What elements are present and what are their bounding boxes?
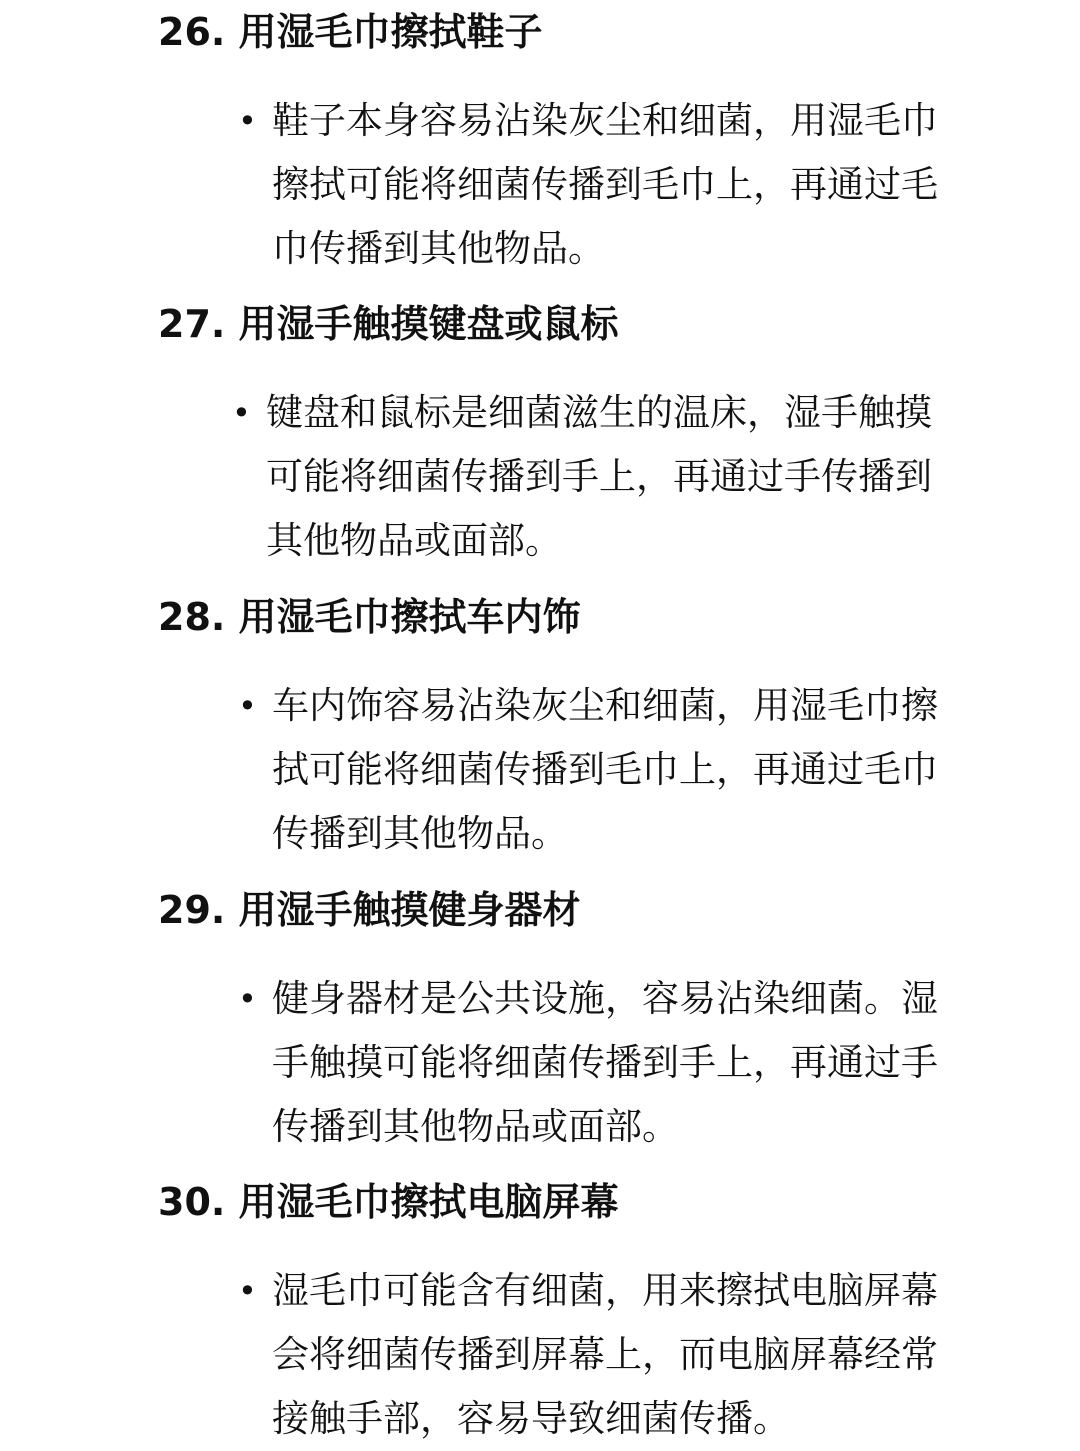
item-heading: 27. 用湿手触摸键盘或鼠标	[158, 302, 619, 346]
bullet-text-line: 巾传播到其他物品。	[272, 227, 605, 270]
bullet-point	[232, 381, 1032, 573]
bullet-text-line: 传播到其他物品或面部。	[272, 1105, 679, 1148]
bullet-text-line: 接触手部，容易导致细菌传播。	[272, 1397, 790, 1440]
bullet-list	[238, 1259, 1038, 1451]
bullet-text-line: 可能将细菌传播到手上，再通过手传播到	[266, 455, 932, 498]
bullet-text-line: 传播到其他物品。	[272, 812, 568, 855]
bullet-point	[238, 674, 1038, 866]
bullet-list	[238, 89, 1038, 281]
item-heading: 28. 用湿毛巾擦拭车内饰	[158, 595, 581, 639]
bullet-dot-icon: •	[238, 687, 257, 725]
item-heading: 26. 用湿毛巾擦拭鞋子	[158, 10, 543, 54]
bullet-text-line: 鞋子本身容易沾染灰尘和细菌，用湿毛巾	[272, 99, 938, 142]
bullet-list	[238, 674, 1038, 866]
bullet-text-line: 拭可能将细菌传播到毛巾上，再通过毛巾	[272, 748, 938, 791]
bullet-text-line: 健身器材是公共设施，容易沾染细菌。湿	[272, 977, 938, 1020]
bullet-text-line: 湿毛巾可能含有细菌，用来擦拭电脑屏幕	[272, 1269, 938, 1312]
bullet-text-line: 会将细菌传播到屏幕上，而电脑屏幕经常	[272, 1333, 938, 1376]
bullet-dot-icon: •	[232, 394, 251, 432]
bullet-text-line: 手触摸可能将细菌传播到手上，再通过手	[272, 1041, 938, 1084]
bullet-list	[238, 967, 1038, 1159]
bullet-dot-icon: •	[238, 102, 257, 140]
bullet-dot-icon: •	[238, 980, 257, 1018]
bullet-dot-icon: •	[238, 1272, 257, 1310]
bullet-text-line: 车内饰容易沾染灰尘和细菌，用湿毛巾擦	[272, 684, 938, 727]
bullet-list	[232, 381, 1032, 573]
bullet-point	[238, 89, 1038, 281]
bullet-point	[238, 1259, 1038, 1451]
bullet-text-line: 键盘和鼠标是细菌滋生的温床，湿手触摸	[266, 391, 932, 434]
item-heading: 29. 用湿手触摸健身器材	[158, 888, 581, 932]
bullet-text-line: 其他物品或面部。	[266, 519, 562, 562]
bullet-point	[238, 967, 1038, 1159]
item-heading: 30. 用湿毛巾擦拭电脑屏幕	[158, 1180, 619, 1224]
bullet-text-line: 擦拭可能将细菌传播到毛巾上，再通过毛	[272, 163, 938, 206]
